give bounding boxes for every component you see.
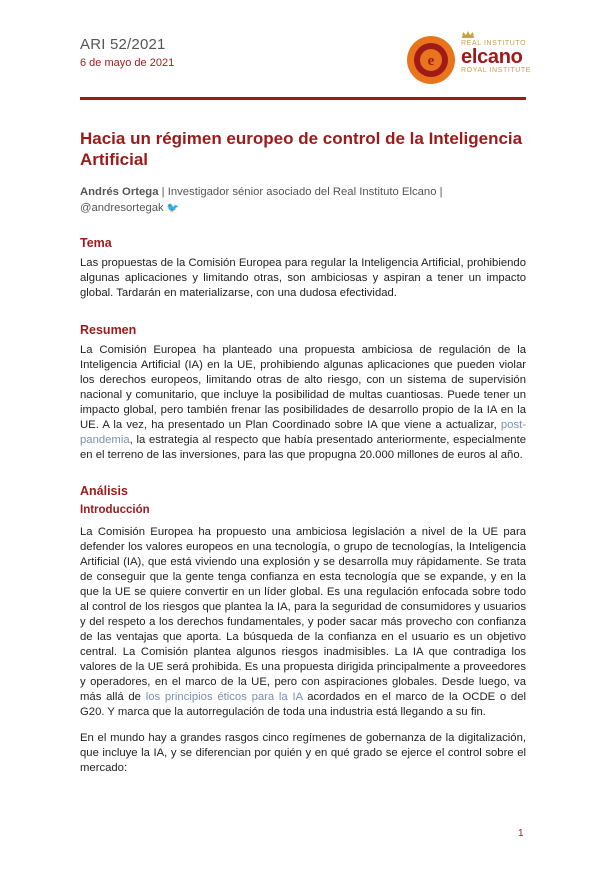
post-pandemia-link[interactable]: post-pandemia <box>80 419 526 446</box>
resumen-paragraph <box>80 343 526 463</box>
twitter-bird-icon[interactable]: 🐦 <box>166 203 180 214</box>
resumen-text-2: , la estrategia al respecto que había presentado anteriormente, especialmente en el terreno de las inversiones, para las que propugna 20.000 millones de euros al año. <box>80 434 526 461</box>
analisis-paragraph-1 <box>80 525 526 720</box>
analisis-p1-text-a: La Comisión Europea ha propuesto una ambiciosa legislación a nivel de la UE para defender los valores europeos en una tecnología, o grupo de tecnologías, la Inteligencia Artificial (IA), que está viviendo una explosión y se desarrolla muy rápidamente. Se trata de conseguir que la gente tenga confianza en esta tecnología que se expande, y en la que la UE se quiere convertir en un líder global. Es una regulación enfocada sobre todo al control de los riesgos que plantea la IA, para la seguridad de consumidores y usuarios y del respeto a los derechos fundamentales, y poder sacar más provecho con confianza de las ventajas que aporta. La búsqueda de la confianza en el usuario es un objetivo central. La Comisión plantea algunos riesgos inadmisibles. La IA que contradiga los valores de la UE será prohibida. Es una propuesta dirigida principalmente a proveedores y operadores, en el marco de la UE, pero con aspiraciones globales. Desde luego, va más allá de <box>80 526 526 703</box>
elcano-emblem-icon <box>405 34 457 86</box>
logo-bottom-line: ROYAL INSTITUTE <box>461 67 532 74</box>
author-name: Andrés Ortega <box>80 186 159 198</box>
tema-paragraph: Las propuestas de la Comisión Europea para regular la Inteligencia Artificial, prohibiendo algunas aplicaciones y limitando otras, son ambiciosas y aspiran a tener un impacto global. Tardarán en materializarse, con una dudosa efectividad. <box>80 257 526 299</box>
emblem-letter: e <box>427 53 435 69</box>
header-divider <box>80 97 526 100</box>
analisis-p1-text-b: acordados en el marco de la OCDE o del G20. Y marca que la autorregulación de toda una industria está llegando a su fin. <box>80 691 526 718</box>
document-header <box>80 36 174 69</box>
subsection-heading-introduccion: Introducción <box>80 504 150 516</box>
analisis-paragraph-2: En el mundo hay a grandes rasgos cinco regímenes de gobernanza de la digitalización, que incluye la IA, y se diferencian por quién y en qué grado se ejerce el control sobre el mercado: <box>80 732 526 774</box>
section-heading-analisis: Análisis <box>80 484 128 498</box>
logo-name: elcano <box>461 46 523 68</box>
publication-date: 6 de mayo de 2021 <box>80 57 175 69</box>
author-handle[interactable]: @andresortegak <box>80 202 164 214</box>
author-line <box>80 184 526 217</box>
section-heading-resumen: Resumen <box>80 323 137 337</box>
author-affiliation: | Investigador sénior asociado del Real Instituto Elcano | <box>158 186 443 198</box>
crown-icon <box>461 30 475 39</box>
series-number: ARI 52/2021 <box>80 36 166 53</box>
principios-eticos-link[interactable]: los principios éticos para la IA <box>145 691 303 703</box>
logo-top-line: REAL INSTITUTO <box>461 40 527 47</box>
section-heading-tema: Tema <box>80 236 112 250</box>
document-title: Hacia un régimen europeo de control de la Inteligencia Artificial <box>80 129 523 169</box>
elcano-logo <box>405 30 535 90</box>
page-number: 1 <box>518 828 524 839</box>
resumen-text-1: La Comisión Europea ha planteado una propuesta ambiciosa de regulación de la Inteligencia Artificial (IA) en la UE, prohibiendo algunas aplicaciones que pueden violar los derechos europeos, limitando otras de alto riesgo, con un sistema de supervisión nacional y comunitario, que incluye la posibilidad de multas cuantiosas. Puede tener un impacto global, pero también frenar las posibilidades de desarrollo propio de la IA en la UE. A la vez, ha presentado un Plan Coordinado sobre IA que viene a actualizar, <box>80 344 526 431</box>
logo-wordmark <box>461 30 531 74</box>
